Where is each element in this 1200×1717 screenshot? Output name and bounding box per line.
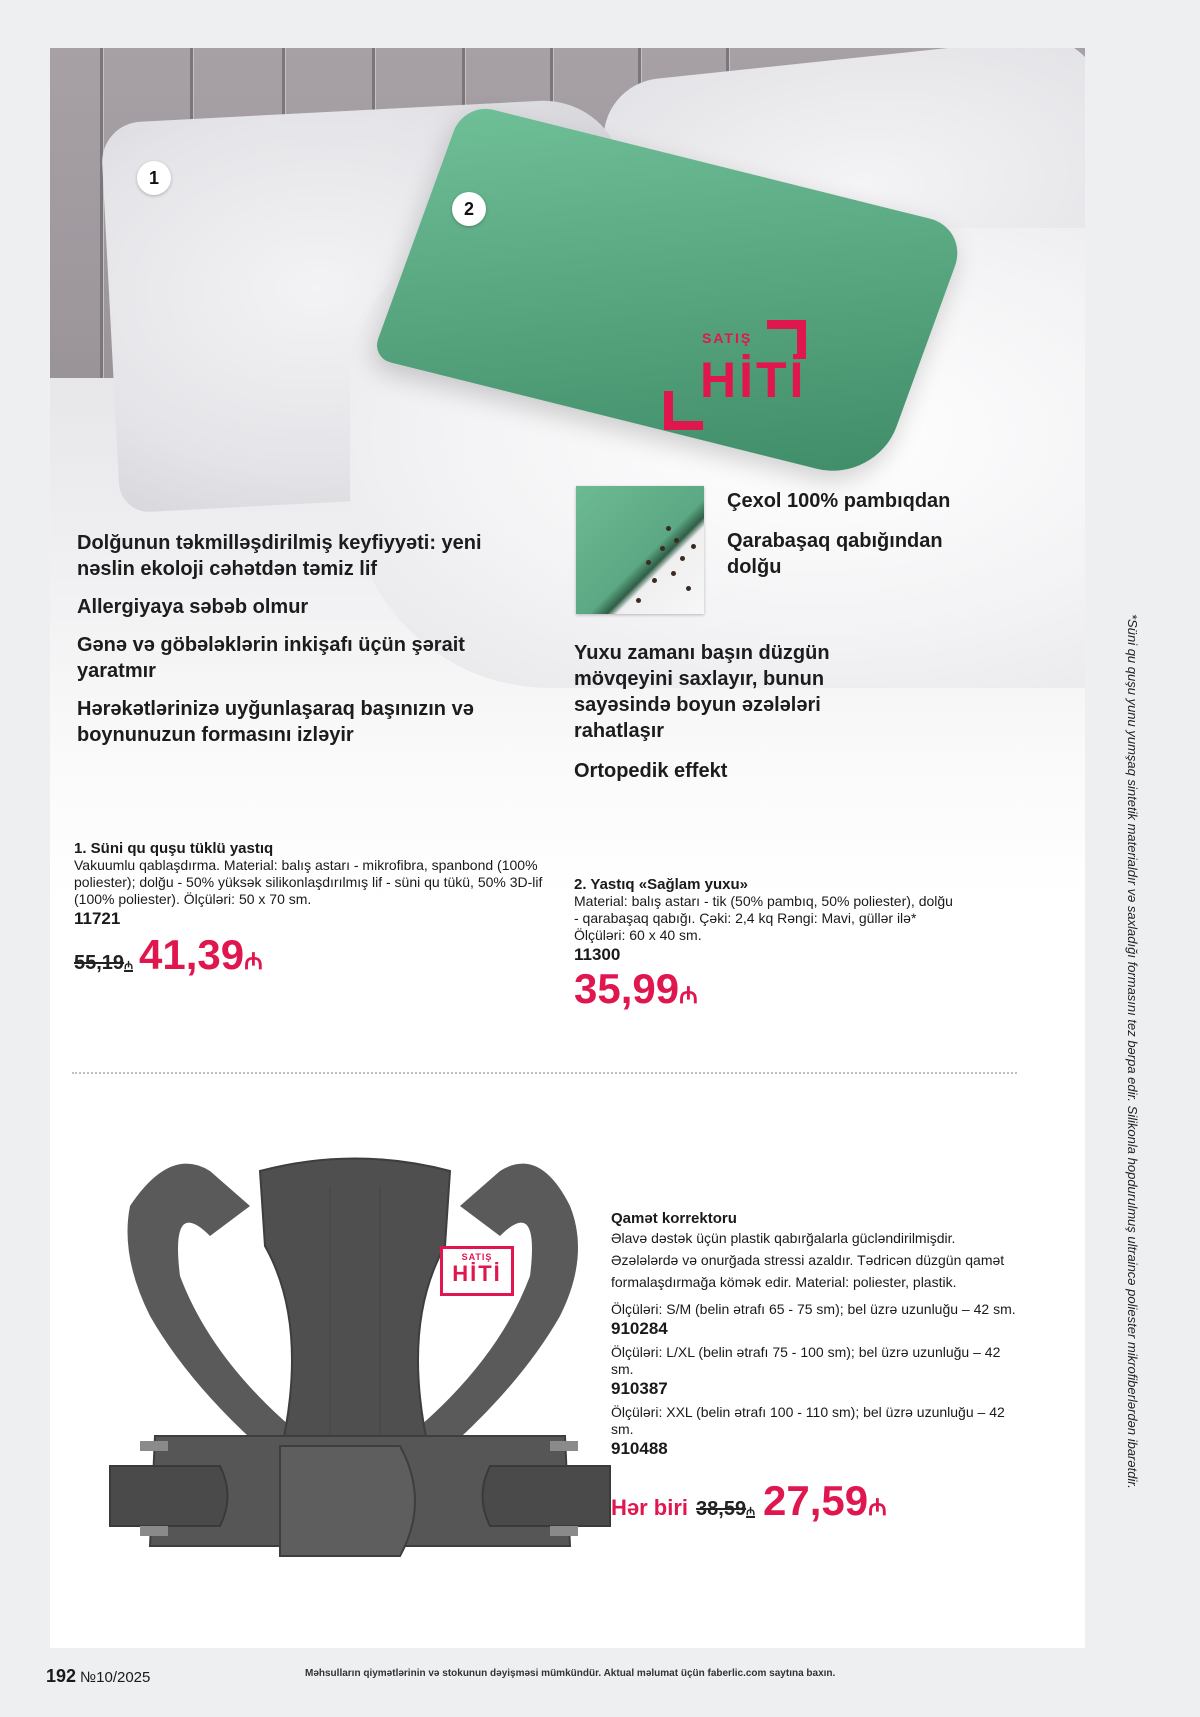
page-number-value: 192 [46, 1666, 77, 1686]
size-lxl-code: 910387 [611, 1379, 668, 1398]
footnote-vertical: *Süni qu quşu yunu yumşaq sintetik materialdır və saxladığı formasını tez bərpa edir. Silikonla hopdurulmuş ultraincə poliester mikrofiberlərdən ibarətdir. [1125, 614, 1140, 1489]
product-1-old-price: 55,19₼ [74, 952, 133, 974]
corrector-size-sm [611, 1301, 1016, 1340]
product-1-title: 1. Süni qu quşu tüklü yastıq [74, 840, 274, 857]
footer-disclaimer: Məhsulların qiymətlərinin və stokunun dəyişməsi mümkündür. Aktual məlumat üçün faberlic.com saytına baxın. [305, 1668, 836, 1679]
corrector-price: 27,59₼ [763, 1477, 887, 1524]
feature-orthopedic: Ortopedik effekt [574, 760, 728, 782]
pillow-2-badge: 2 [452, 192, 486, 226]
size-lxl-text: Ölçüləri: L/XL (belin ətrafı 75 - 100 sm); bel üzrə uzunluğu – 42 sm. [611, 1344, 1001, 1377]
features-left [77, 530, 507, 748]
corrector-price-row [611, 1478, 1016, 1530]
posture-corrector-info [611, 1210, 1016, 1530]
product-1-description: Vakuumlu qablaşdırma. Material: balış astarı - mikrofibra, spanbond (100% poliester); dolğu - 50% yüksək silikonlaşdırılmış lif - süni qu tükü, 50% 3D-lif (100% poliester). Ölçüləri: 50 x 70 sm. [74, 857, 543, 907]
feature-hypoallergenic: Allergiyaya səbəb olmur [77, 596, 309, 618]
sales-hit-main: HİTİ [700, 352, 807, 408]
corrector-title: Qamət korrektoru [611, 1210, 737, 1227]
sales-hit-badge [662, 320, 842, 430]
product-1-price: 41,39₼ [138, 931, 263, 978]
product-1 [74, 840, 544, 984]
posture-corrector-image [100, 1126, 620, 1606]
corrector-description: Əlavə dəstək üçün plastik qabırğalarla gücləndirilmişdir. Əzələlərdə və onurğada stressi azaldır. Tədricən düzgün qamət formalaşdırmağa kömək edir. Material: poliester, plastik. [611, 1230, 1005, 1290]
features-right [574, 640, 894, 784]
feature-filler-quality: Dolğunun təkmilləşdirilmiş keyfiyyəti: yeni nəslin ekoloji cəhətdən təmiz lif [77, 532, 482, 580]
sales-hit-small-top: SATIŞ [461, 1252, 493, 1262]
corrector-old-price: 38,59₼ [696, 1498, 756, 1520]
feature-anti-mite: Gənə və göbələklərin inkişafı üçün şərait yaratmır [77, 634, 465, 682]
feature-adaptive: Hərəkətlərinizə uyğunlaşaraq başınızın və boynunuzun formasını izləyir [77, 698, 474, 746]
sales-hit-small-badge [440, 1246, 514, 1296]
product-2-description: Material: balış astarı - tik (50% pambıq, 50% poliester), dolğu - qarabaşaq qabığı. Çəki: 2,4 kq Rəngi: Mavi, güllər ilə* Ölçüləri: 60 x 40 sm. [574, 893, 953, 943]
size-xxl-code: 910488 [611, 1439, 668, 1458]
feature-buckwheat-filling: Qarabaşaq qabığından dolğu [727, 530, 943, 578]
product-2-code: 11300 [574, 945, 621, 964]
corrector-size-lxl [611, 1344, 1016, 1400]
sales-hit-top: SATIŞ [702, 330, 753, 346]
feature-cotton-cover: Çexol 100% pambıqdan [727, 490, 951, 512]
each-label: Hər biri [611, 1495, 689, 1520]
page-number [46, 1666, 150, 1687]
product-1-code: 11721 [74, 909, 121, 928]
thumb-captions [727, 488, 967, 580]
size-sm-code: 910284 [611, 1319, 668, 1338]
posture-corrector-illustration [100, 1126, 620, 1606]
corner-bracket-icon [664, 391, 703, 430]
section-divider [72, 1072, 1017, 1074]
product-2 [574, 876, 954, 1018]
sales-hit-small-main: HİTİ [452, 1261, 502, 1286]
product-2-price: 35,99₼ [574, 965, 698, 1012]
buckwheat-filling-thumbnail [576, 486, 704, 614]
product-2-title: 2. Yastıq «Sağlam yuxu» [574, 876, 748, 893]
size-xxl-text: Ölçüləri: XXL (belin ətrafı 100 - 110 sm); bel üzrə uzunluğu – 42 sm. [611, 1404, 1005, 1437]
corrector-size-xxl [611, 1404, 1016, 1460]
size-sm-text: Ölçüləri: S/M (belin ətrafı 65 - 75 sm); bel üzrə uzunluğu – 42 sm. [611, 1301, 1016, 1317]
pillow-1-badge: 1 [137, 161, 171, 195]
issue-number: №10/2025 [80, 1669, 151, 1686]
catalog-page [50, 48, 1085, 1648]
feature-head-position: Yuxu zamanı başın düzgün mövqeyini saxlayır, bunun sayəsində boyun əzələləri rahatlaşır [574, 642, 830, 742]
